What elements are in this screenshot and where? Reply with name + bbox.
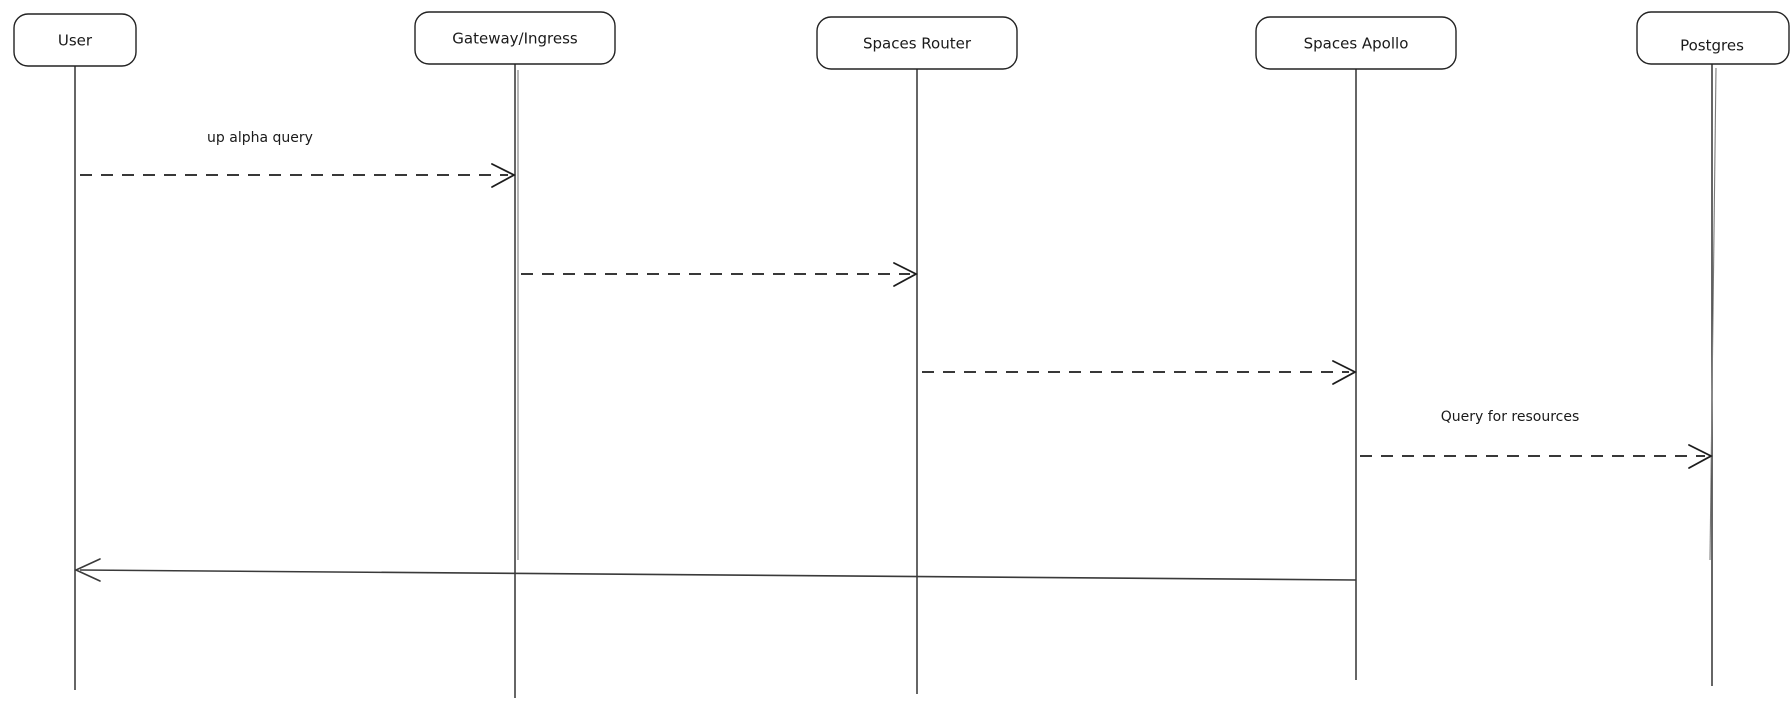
lifeline-postgres-shadow <box>1710 68 1716 560</box>
participant-gateway[interactable] <box>415 12 615 64</box>
participant-label: Spaces Router <box>862 34 972 53</box>
participant-spaces-router[interactable] <box>817 17 1017 69</box>
participant-label: Spaces Apollo <box>1303 34 1409 53</box>
message-query-for-resources <box>1360 409 1711 468</box>
lifelines <box>75 64 1716 698</box>
participant-postgres[interactable] <box>1637 12 1789 64</box>
participant-user[interactable] <box>14 14 136 66</box>
message-gateway-to-router <box>521 263 916 286</box>
message-router-to-apollo <box>922 361 1355 384</box>
participant-label: Postgres <box>1680 36 1744 55</box>
message-response-to-user <box>76 559 1356 581</box>
message-label: up alpha query <box>207 130 313 146</box>
participant-spaces-apollo[interactable] <box>1256 17 1456 69</box>
participant-label: Gateway/Ingress <box>452 29 578 48</box>
participant-label: User <box>57 31 93 50</box>
message-line <box>80 570 1356 580</box>
message-label: Query for resources <box>1440 409 1580 425</box>
message-up-alpha-query <box>80 130 514 187</box>
